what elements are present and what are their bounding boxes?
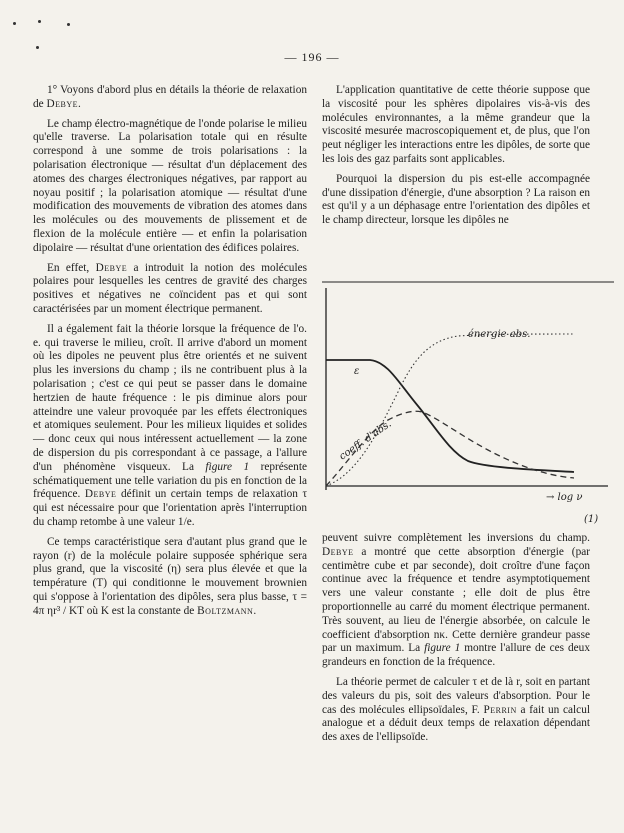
paragraph: En effet, Debye a introduit la notion des molécules polaires pour lesquelles les centres de gravité des charges positives et négatives ne coïncident pas et qui sont caractérisées par un moment électrique permanent. xyxy=(33,261,307,315)
curve-epsilon xyxy=(326,360,574,472)
paragraph: peuvent suivre complètement les inversions du champ. Debye a montré que cette absorption d'énergie (par centimètre cube et par seconde), doit croître d'une façon continue avec la fréquence et tendre asymptotiquement vers une valeur constante ; elle doit de plus être proportionnelle au carré du moment électrique permanent. Très souvent, au lieu de l'énergie absorbée, on calcule le coefficient d'absorption nκ. Cette dernière grandeur passe par un maximum. La figure 1 montre l'allure de ces deux grandeurs en fonction de la fréquence. xyxy=(322,532,590,669)
right-column-top xyxy=(322,84,590,234)
paragraph: L'application quantitative de cette théorie suppose que la viscosité pour les sphères dipolaires vis-à-vis des molécules environnantes, a la même grandeur que la viscosité mesurée macroscopiquement et, de plus, que l'on peut négliger les interactions entre les dipôles, de sorte que les lois des gaz parfaits sont applicables. xyxy=(322,84,590,165)
paragraph: La théorie permet de calculer τ et de là r, soit en partant des valeurs du pis, soit des valeurs d'absorption. Pour le cas des molécules ellipsoïdales, F. Perrin a fait un calcul analogue et a déduit deux temps de relaxation dépendant des axes de l'ellipsoïde. xyxy=(322,675,590,744)
paragraph: Ce temps caractéristique sera d'autant plus grand que le rayon (r) de la molécule polaire supposée sphérique sera plus grand, que la viscosité (η) sera plus élevée et que la température (T) qui conditionne le mouvement brownien qui s'oppose à l'orientation des dipôles, sera plus basse, τ = 4π ηr³ / KT où K est la constante de Boltzmann. xyxy=(33,535,307,617)
paragraph: Pourquoi la dispersion du pis est-elle accompagnée d'une dissipation d'énergie, d'une absorption ? La raison en est qu'il y a un déphasage entre l'orientation des dipôles et le champ directeur, lorsque les dipôles ne xyxy=(322,172,590,227)
relaxation-formula: 4π ηr³ / KT xyxy=(33,604,84,617)
label-epsilon: ε xyxy=(354,366,360,377)
scan-speck xyxy=(13,22,16,25)
scan-speck xyxy=(36,46,39,49)
scan-speck xyxy=(67,23,70,26)
figure-1-plot xyxy=(318,282,618,525)
paragraph: Il a également fait la théorie lorsque la fréquence de l'o. e. qui traverse le milieu, croît. Il arrive d'abord un moment où les dipoles ne peuvent plus être orientés et ne suivent plus les inversions du champ ; ils ne contribuent plus à la polarisation ; c'est ce qui peut se passer dans le domaine hertzien de haute fréquence : le pis diminue alors pour atteindre une valeur provoquée par les effets électroniques et atomiques seulement. Pour les milieux liquides et solides — donc ceux qui nous intéressent actuellement — la zone de dispersion du pis correspondant à ce passage, a l'allure d'un phénomène visqueux. La figure 1 représente schématiquement une telle variation du pis en fonction de la fréquence. Debye définit un certain temps de relaxation τ qui est nécessaire pour que l'orientation après l'interruption du champ retombe à une valeur 1/e. xyxy=(33,322,307,528)
x-axis-label: → log ν xyxy=(546,492,583,503)
paragraph: Le champ électro-magnétique de l'onde polarise le milieu qu'elle traverse. La polarisation totale qui en résulte correspond à une somme de trois polarisations : la polarisation électronique — résultat d'un déplacement des atomes des charges électroniques négatives, par rapport au noyau positif ; la polarisation atomique — résultat d'une modification des mouvements de vibration des atomes dans les molécules ou des mouvements de plissement et de flexion de la molécule entière — et enfin la polarisation dipolaire — résultat d'une orientation des édifices polaires. xyxy=(33,117,307,254)
paragraph: 1° Voyons d'abord plus en détails la théorie de relaxation de Debye. xyxy=(33,84,307,110)
scan-speck xyxy=(38,20,41,23)
figure-number: (1) xyxy=(584,514,599,525)
figure-1 xyxy=(318,282,618,525)
curve-energy xyxy=(326,334,574,486)
page-number: — 196 — xyxy=(284,50,340,64)
label-energie: énergie abs. xyxy=(468,329,531,340)
left-column xyxy=(33,84,307,624)
right-column-bottom xyxy=(322,532,590,751)
label-coeff-abs: coeff. d'abs. xyxy=(337,418,394,463)
